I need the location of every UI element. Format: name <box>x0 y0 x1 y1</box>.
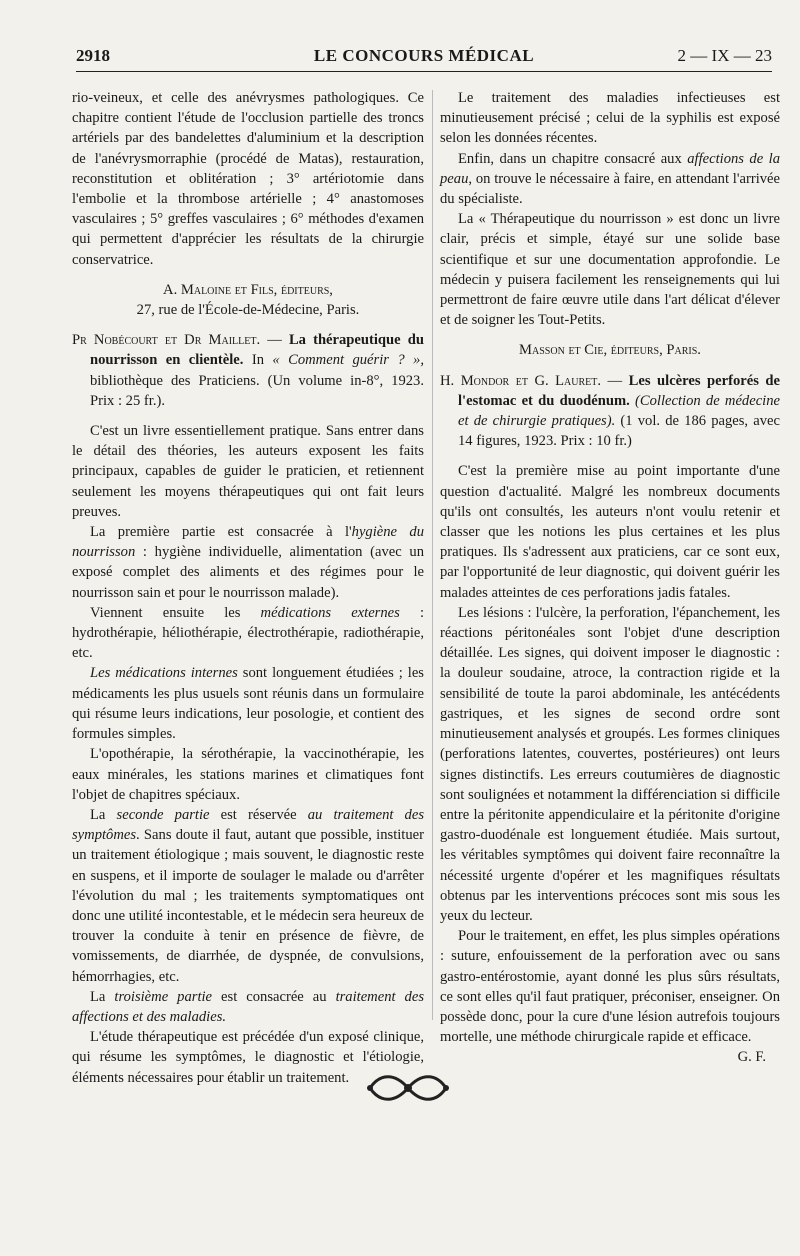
paragraph: L'opothérapie, la sérothérapie, la vaccinothérapie, les eaux minérales, les stations marines et climatiques font l'objet de chapitres spéciaux. <box>72 746 424 803</box>
paragraph: Pour le traitement, en effet, les plus simples opérations : suture, enfouissement de la perforation avec ou sans gastro-entérostomie, ayant donné les plus sûrs résultats, ce sont elles qu'il faut pratiquer, préconiser, enseigner. On possède donc, pour la cure d'une lésion autrefois toujours mortelle, une méthode chirurgicale rapide et efficace. <box>440 928 780 1046</box>
publisher-line: Masson et Cie, éditeurs, Paris. <box>519 342 701 359</box>
paragraph: La troisième partie est consacrée au traitement des affections et des maladies. <box>72 988 425 1025</box>
paragraph: Viennent ensuite les médications externes : hydrothérapie, héliothérapie, électrothérapie, radiothérapie, etc. <box>72 604 425 662</box>
left-column <box>72 88 424 1088</box>
ornament-icon <box>360 1068 456 1108</box>
book-entry <box>440 371 780 452</box>
signature: G. F. <box>737 1049 766 1066</box>
paragraph: C'est un livre essentiellement pratique. Sans entrer dans le détail des théories, les auteurs exposent les faits principaux, capables de guider le praticien, et retiennent seulement les moyens thérapeutiques qui ont fait leurs preuves. <box>72 423 424 520</box>
right-column <box>440 88 780 1068</box>
paragraph: Les médications internes sont longuement étudiées ; les médicaments les plus usuels sont réunis dans un formulaire qui résume leurs indications, leur posologie, et contient des formules simples. <box>72 665 424 743</box>
column-divider <box>432 90 433 1020</box>
book-entry: Pr Nobécourt et Dr Maillet. — La thérapeutique du nourrisson en clientèle. In « Comment guérir ? », bibliothèque des Praticiens. (Un volume in-8°, 1923. Prix : 25 fr.). <box>72 332 424 409</box>
paragraph: C'est la première mise au point importante d'une question d'actualité. Malgré les nombreux documents qu'ils ont consultés, les auteurs n'ont voulu retenir et classer que les notions les plus certaines et les plus pratiques. Ils s'adressent aux praticiens, car ce sont eux, par l'opportunité de leur diagnostic, qui doivent guérir les malades atteintes de ces perforations jadis fatales. <box>440 463 780 601</box>
header-rule <box>76 71 772 72</box>
paragraph: La première partie est consacrée à l'hygiène du nourrisson : hygiène individuelle, alimentation (avec un exposé complet des aliments et des régimes pour le nourrisson sain et pour le nourrisson malade). <box>72 524 424 601</box>
book-series: « Comment guérir ? », <box>272 352 424 369</box>
paragraph: La seconde partie est réservée au traitement des symptômes. Sans doute il faut, autant que possible, instituer un traitement étiologique ; mais souvent, le diagnostic reste en suspens, et il importe de soulager le malade ou d'arrêter l'évolution du mal ; les traitements symptomatiques ont donc une utilité incontestable, et le médecin sera heureux de trouver la conduite à tenir en présence de fièvre, de vomissements, de diarrhée, de dyspnée, de convulsions, hémorrhagies, etc. <box>72 806 425 985</box>
paragraph: rio-veineux, et celle des anévrysmes pathologiques. Ce chapitre contient l'étude de l'occlusion partielle des troncs artériels par des bandelettes d'aluminium et la description de l'anévrysmorraphie (procédé de Matas), restauration, reconstitution et oblitération ; 3° artériotomie dans l'embolie et la thrombose artérielle ; 4° anastomoses vasculaires ; 5° greffes vasculaires ; 6° méthodes d'examen qui permettent d'apprécier les résultats de la chirurgie conservatrice. <box>72 90 424 268</box>
book-title: La thérapeutique du nourrisson en clientèle. <box>90 332 424 369</box>
page-header <box>76 40 772 68</box>
journal-title: LE CONCOURS MÉDICAL <box>313 46 535 65</box>
paragraph: L'étude thérapeutique est précédée d'un exposé clinique, qui résume les symptômes, le diagnostic et l'étiologie, éléments nécessaires pour établir un traitement. <box>72 1029 424 1086</box>
book-details: bibliothèque des Praticiens. (Un volume in-8°, 1923. Prix : 25 fr.). <box>90 372 424 409</box>
book-authors: Pr Nobécourt et Dr Maillet. — <box>72 332 282 349</box>
book-details: (1 vol. de 186 pages, avec 14 figures, 1923. Prix : 10 fr.) <box>458 413 780 450</box>
page-number: 2918 <box>76 46 110 65</box>
publisher-address: 27, rue de l'École-de-Médecine, Paris. <box>136 302 360 319</box>
paragraph: Enfin, dans un chapitre consacré aux affections de la peau, on trouve le nécessaire à faire, en attendant l'arrivée du spécialiste. <box>440 150 781 208</box>
publisher-line: A. Maloine et Fils, éditeurs, <box>163 281 333 298</box>
book-authors: H. Mondor et G. Lauret. — <box>440 372 623 389</box>
paragraph: La « Thérapeutique du nourrisson » est donc un livre clair, précis et simple, étayé sur une solide base scientifique et sur une documentation approfondie. Le médecin y puisera facilement les renseignements qui lui permettront de faire œuvre utile dans l'art délicat d'élever et de soigner les Tout-Petits. <box>440 211 780 329</box>
book-title: Les ulcères perforés de l'estomac et du duodénum. <box>458 372 780 409</box>
issue-date: 2 — IX — 23 <box>677 46 772 65</box>
paragraph: Les lésions : l'ulcère, la perforation, l'épanchement, les réactions péritonéales sont l'objet d'une description détaillée. Les signes, qui doivent imposer le diagnostic : la douleur soudaine, atroce, la contraction rigide et la sensibilité de toute la paroi abdominale, les antécédents gastriques, et les signes de second ordre sont minutieusement analysés et groupés. Les formes cliniques (perforations latentes, couvertes, postérieures) ont leurs signes distinctifs. Les erreurs coutumières de diagnostic sont soulignées et notamment la différenciation si difficile entre la péritonite appendiculaire et la péritonite d'origine gastro-duodénale est longuement étudiée. Mais surtout, les véritables symptômes qui doivent faire reconnaître la nécessité urgente d'opérer et les magnifiques résultats obtenus par les interventions précoces sont mis sous les yeux du lecteur. <box>440 604 780 924</box>
paragraph: Le traitement des maladies infectieuses est minutieusement précisé ; celui de la syphilis est exposé selon les données récentes. <box>440 90 780 147</box>
book-series: (Collection de médecine et de chirurgie pratiques). <box>458 392 781 430</box>
